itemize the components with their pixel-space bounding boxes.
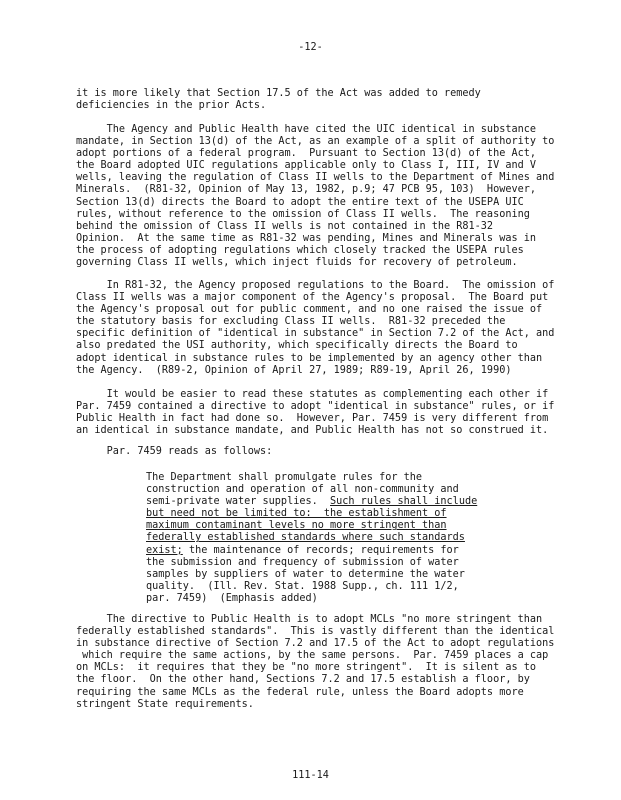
underlined-text: exist;	[146, 544, 183, 556]
quote-line	[146, 569, 486, 581]
text-line: also predated the USI authority, which specifically directs the Board to	[76, 340, 518, 352]
text-line: Section 13(d) directs the Board to adopt the entire text of the USEPA UIC	[76, 196, 524, 208]
text-line: in substance directive of Section 7.2 and 17.5 of the Act to adopt regulations	[76, 638, 555, 650]
text-line: federally established standards". This is vastly different than the identical	[76, 626, 555, 638]
text-line: behind the omission of Class II wells is not contained in the R81-32	[76, 220, 494, 232]
text-line: wells, leaving the regulation of Class II wells to the Department of Mines and	[76, 172, 555, 184]
page-footer: 111-14	[292, 770, 329, 781]
block-quote	[146, 472, 486, 605]
quote-line	[146, 484, 486, 496]
text-line: the Agency's proposal out for public comment, and no one raised the issue of	[76, 304, 543, 316]
text-line: adopt portions of a federal program. Pursuant to Section 13(d) of the Act,	[76, 148, 537, 160]
paragraph-2	[76, 124, 561, 269]
quote-text: semi-private water supplies.	[146, 496, 331, 508]
quote-text: The Department shall promulgate rules for the	[146, 472, 423, 483]
text-line: rules, without reference to the omission of Class II wells. The reasoning	[76, 208, 530, 220]
text-line: Par. 7459 reads as follows:	[76, 446, 273, 457]
paragraph-5	[76, 446, 561, 458]
text-line: adopt identical in substance rules to be implemented by an agency other than	[76, 352, 543, 364]
quote-line	[146, 581, 486, 593]
paragraph-3	[76, 280, 561, 377]
closing-paragraph	[76, 614, 561, 711]
quote-line	[146, 520, 486, 532]
text-line: the floor. On the other hand, Sections 7.2 and 17.5 establish a floor, by	[76, 674, 530, 686]
text-line: stringent State requirements.	[76, 698, 254, 710]
text-line: it is more likely that Section 17.5 of the Act was added to remedy	[76, 88, 481, 99]
text-line: the process of adopting regulations which closely tracked the USEPA rules	[76, 244, 524, 256]
text-line: on MCLs: it requires that they be "no more stringent". It is silent as to	[76, 662, 537, 674]
text-line: governing Class II wells, which inject fluids for recovery of petroleum.	[76, 257, 518, 269]
text-line: deficiencies in the prior Acts.	[76, 100, 267, 112]
quote-line	[146, 593, 486, 605]
paragraph-1	[76, 88, 561, 112]
text-line: which require the same actions, by the same persons. Par. 7459 places a cap	[76, 650, 549, 662]
quote-text: construction and operation of all non-community and	[146, 484, 459, 496]
text-line: Minerals. (R81-32, Opinion of May 13, 1982, p.9; 47 PCB 95, 103) However,	[76, 184, 537, 196]
text-line: an identical in substance mandate, and Public Health has not so construed it.	[76, 425, 549, 437]
text-line: the statutory basis for excluding Class II wells. R81-32 preceded the	[76, 316, 506, 328]
quote-line	[146, 496, 486, 508]
text-line: the Board adopted UIC regulations applicable only to Class I, III, IV and V	[76, 160, 537, 172]
text-line: In R81-32, the Agency proposed regulations to the Board. The omission of	[76, 280, 555, 291]
quote-text: the submission and frequency of submission of water	[146, 556, 459, 568]
page-number: -12-	[298, 42, 323, 53]
quote-line	[146, 557, 486, 569]
text-line: The directive to Public Health is to adopt MCLs "no more stringent than	[76, 614, 543, 625]
text-line: It would be easier to read these statutes as complementing each other if	[76, 389, 549, 400]
underlined-text: but need not be limited to: the establishment of	[146, 508, 447, 520]
text-line: the Agency. (R89-2, Opinion of April 27, 1989; R89-19, April 26, 1990)	[76, 364, 512, 376]
quote-line	[146, 532, 486, 544]
quote-text: the maintenance of records; requirements for	[182, 544, 459, 556]
text-line: The Agency and Public Health have cited the UIC identical in substance	[76, 124, 537, 135]
underlined-text: Such rules shall include	[330, 496, 478, 508]
quote-line	[146, 472, 486, 484]
text-line: Par. 7459 contained a directive to adopt "identical in substance" rules, or if	[76, 401, 555, 413]
underlined-text: maximum contaminant levels no more stringent than	[146, 520, 447, 532]
text-line: specific definition of "identical in substance" in Section 7.2 of the Act, and	[76, 328, 555, 340]
text-line: Public Health in fact had done so. However, Par. 7459 is very different from	[76, 413, 549, 425]
quote-text: quality. (Ill. Rev. Stat. 1988 Supp., ch. 111 1/2,	[146, 580, 459, 592]
paragraph-4	[76, 389, 561, 437]
text-line: requiring the same MCLs as the federal rule, unless the Board adopts more	[76, 686, 524, 698]
text-line: Class II wells was a major component of the Agency's proposal. The Board put	[76, 292, 549, 304]
quote-text: samples by suppliers of water to determine the water	[146, 568, 465, 580]
underlined-text: federally established standards where such standards	[146, 532, 465, 544]
quote-line	[146, 545, 486, 557]
quote-line	[146, 508, 486, 520]
text-line: mandate, in Section 13(d) of the Act, as an example of a split of authority to	[76, 136, 555, 148]
text-line: Opinion. At the same time as R81-32 was pending, Mines and Minerals was in	[76, 232, 537, 244]
quote-text: par. 7459) (Emphasis added)	[146, 592, 318, 604]
